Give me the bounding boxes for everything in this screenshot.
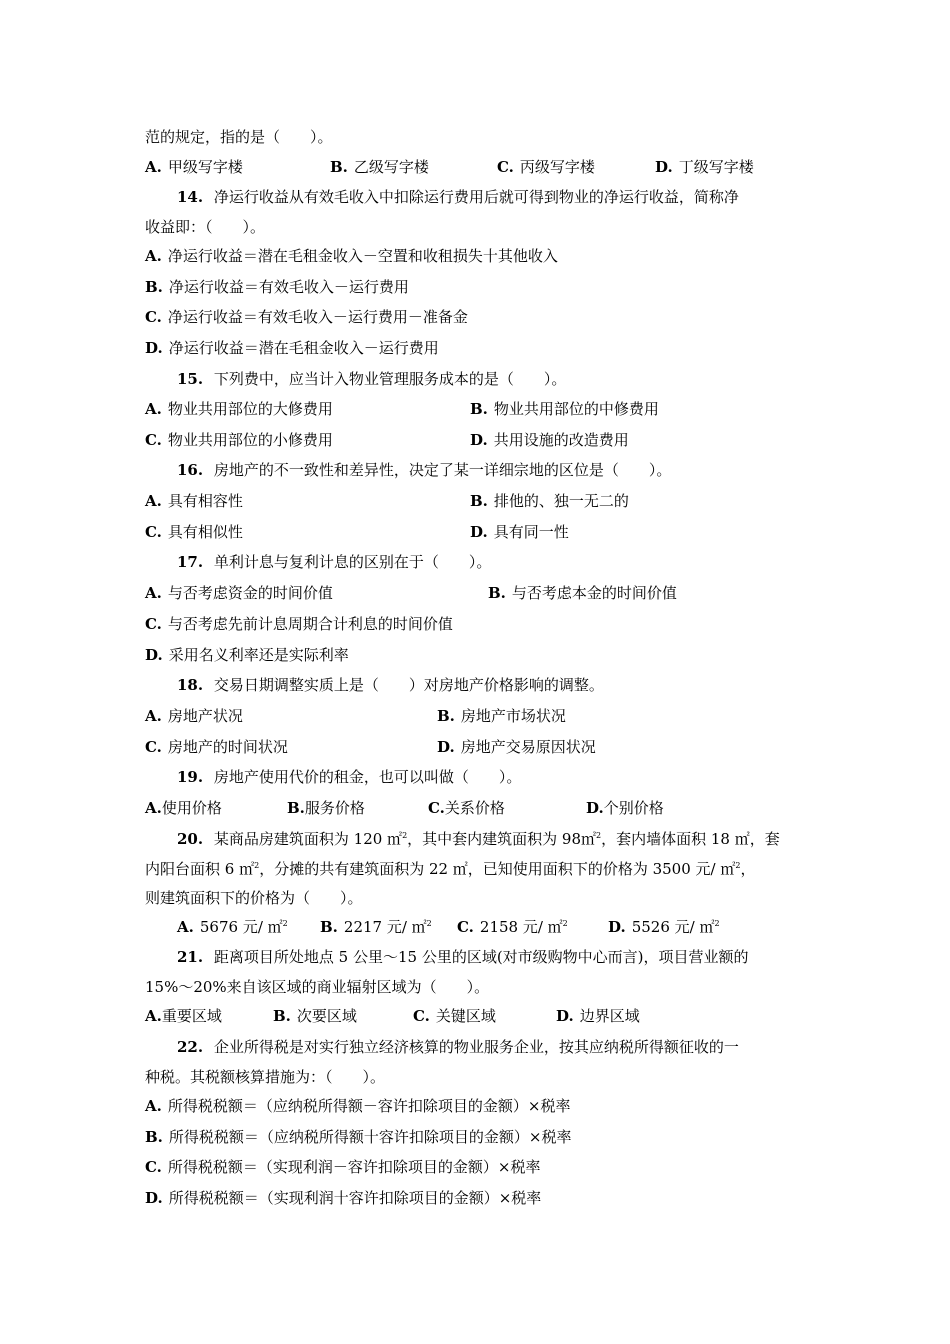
q15-stem: 15. 下列费中，应当计入物业管理服务成本的是（ ）。 <box>177 370 567 388</box>
q22-option-a: A. 所得税税额＝（应纳税所得额－容许扣除项目的金额）×税率 <box>145 1097 571 1115</box>
q22-option-b: B. 所得税税额＝（应纳税所得额十容许扣除项目的金额）×税率 <box>145 1128 572 1146</box>
q14-option-d: D. 净运行收益＝潜在毛租金收入－运行费用 <box>145 339 439 357</box>
q21-option-d: D. 边界区域 <box>556 1007 640 1025</box>
q15-option-b: B. 物业共用部位的中修费用 <box>470 400 659 418</box>
q22-option-c: C. 所得税税额＝（实现利润－容许扣除项目的金额）×税率 <box>145 1158 541 1176</box>
q20-stem-line2: 内阳台面积 6 ㎡$^2$，分摊的共有建筑面积为 22 ㎡，已知使用面积下的价格为 3500 元/ ㎡$^2$， <box>145 860 756 878</box>
q20-option-a: A. 5676 元/ ㎡$^2$ <box>177 918 288 936</box>
q14-stem-line2: 收益即：（ ）。 <box>145 218 266 236</box>
q21-stem-line1: 21. 距离项目所处地点 5 公里～15 公里的区域(对市级购物中心而言)，项目营业额的 <box>177 948 749 966</box>
q16-option-c: C. 具有相似性 <box>145 523 243 541</box>
q16-option-a: A. 具有相容性 <box>145 492 243 510</box>
q17-stem: 17. 单利计息与复利计息的区别在于（ ）。 <box>177 553 492 571</box>
q20-stem-line3: 则建筑面积下的价格为（ ）。 <box>145 889 363 907</box>
q14-option-a: A. 净运行收益＝潜在毛租金收入－空置和收租损失十其他收入 <box>145 247 558 265</box>
q22-stem-line2: 种税。其税额核算措施为：（ ）。 <box>145 1068 386 1086</box>
q20-stem-line1: 20. 某商品房建筑面积为 120 ㎡$^2$，其中套内建筑面积为 98㎡$^2$，套内墙体面积 18 ㎡，套 <box>177 830 780 848</box>
q20-option-b: B. 2217 元/ ㎡$^2$ <box>320 918 432 936</box>
q20-option-c: C. 2158 元/ ㎡$^2$ <box>457 918 568 936</box>
q14-stem-line1: 14. 净运行收益从有效毛收入中扣除运行费用后就可得到物业的净运行收益，简称净 <box>177 188 739 206</box>
q13-option-a: A. 甲级写字楼 <box>145 158 243 176</box>
q21-option-b: B. 次要区域 <box>273 1007 357 1025</box>
q13-option-b: B. 乙级写字楼 <box>330 158 429 176</box>
q17-option-d: D. 采用名义利率还是实际利率 <box>145 646 349 664</box>
q17-option-b: B. 与否考虑本金的时间价值 <box>488 584 677 602</box>
q16-option-b: B. 排他的、独一无二的 <box>470 492 629 510</box>
q13-option-d: D. 丁级写字楼 <box>655 158 754 176</box>
q19-stem: 19. 房地产使用代价的租金，也可以叫做（ ）。 <box>177 768 522 786</box>
q14-option-b: B. 净运行收益＝有效毛收入－运行费用 <box>145 278 409 296</box>
q18-option-c: C. 房地产的时间状况 <box>145 738 288 756</box>
q18-option-b: B. 房地产市场状况 <box>437 707 566 725</box>
q13-option-c: C. 丙级写字楼 <box>497 158 595 176</box>
q21-option-a: A.重要区域 <box>145 1007 222 1025</box>
q18-stem: 18. 交易日期调整实质上是（ ）对房地产价格影响的调整。 <box>177 676 604 694</box>
q22-option-d: D. 所得税税额＝（实现利润十容许扣除项目的金额）×税率 <box>145 1189 542 1207</box>
q19-option-c: C.关系价格 <box>428 799 505 817</box>
q18-option-a: A. 房地产状况 <box>145 707 243 725</box>
q18-option-d: D. 房地产交易原因状况 <box>437 738 596 756</box>
q15-option-a: A. 物业共用部位的大修费用 <box>145 400 333 418</box>
q20-option-d: D. 5526 元/ ㎡$^2$ <box>608 918 720 936</box>
q21-stem-line2: 15%～20%来自该区域的商业辐射区域为（ ）。 <box>145 978 490 996</box>
q21-option-c: C. 关键区域 <box>413 1007 496 1025</box>
q15-option-d: D. 共用设施的改造费用 <box>470 431 629 449</box>
q14-option-c: C. 净运行收益＝有效毛收入－运行费用－准备金 <box>145 308 468 326</box>
q16-stem: 16. 房地产的不一致性和差异性，决定了某一详细宗地的区位是（ ）。 <box>177 461 672 479</box>
q15-option-c: C. 物业共用部位的小修费用 <box>145 431 333 449</box>
q22-stem-line1: 22. 企业所得税是对实行独立经济核算的物业服务企业，按其应纳税所得额征收的一 <box>177 1038 739 1056</box>
q19-option-d: D.个别价格 <box>586 799 664 817</box>
q19-option-a: A.使用价格 <box>145 799 222 817</box>
q19-option-b: B.服务价格 <box>287 799 365 817</box>
q13-stem-tail: 范的规定，指的是（ ）。 <box>145 128 333 146</box>
q17-option-c: C. 与否考虑先前计息周期合计利息的时间价值 <box>145 615 453 633</box>
q17-option-a: A. 与否考虑资金的时间价值 <box>145 584 333 602</box>
q16-option-d: D. 具有同一性 <box>470 523 569 541</box>
